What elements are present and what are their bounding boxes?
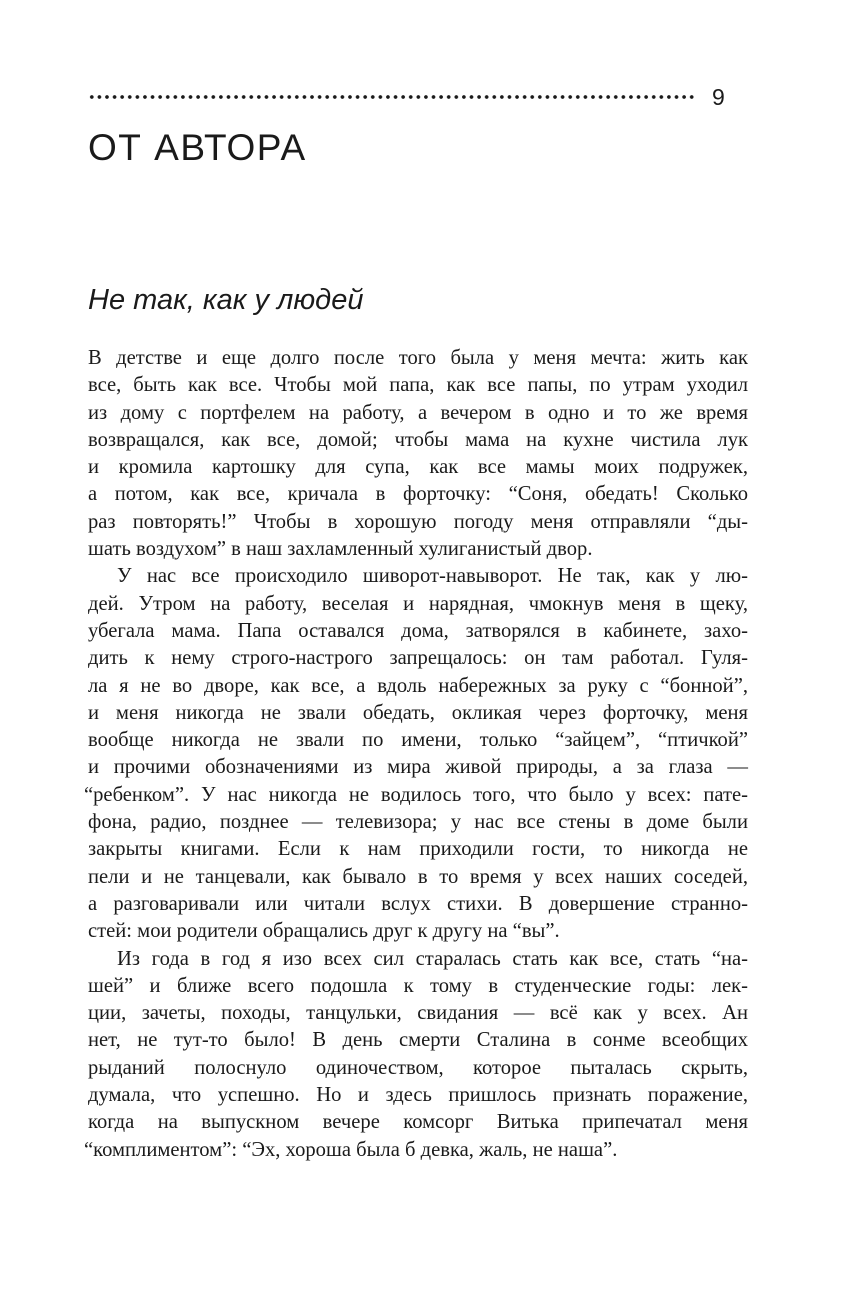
text-line: вообще никогда не звали по имени, только “зайцем”, “птичкой” bbox=[88, 729, 748, 752]
text-line: дей. Утром на работу, веселая и нарядная, чмокнув меня в щеку, bbox=[88, 592, 748, 615]
text-line: “комплиментом”: “Эх, хороша была б девка, жаль, не наша”. bbox=[84, 1138, 618, 1161]
text-line: из дому с портфелем на работу, а вечером в одно и то же время bbox=[88, 401, 748, 424]
text-line: шать воздухом” в наш захламленный хулиганистый двор. bbox=[88, 538, 593, 561]
section-title: Не так, как у людей bbox=[88, 284, 364, 316]
body-text bbox=[84, 345, 748, 1164]
text-line: и меня никогда не звали обедать, окликая через форточку, меня bbox=[88, 701, 748, 724]
text-line: рыданий полоснуло одиночеством, которое пыталась скрыть, bbox=[88, 1056, 748, 1079]
text-line: пели и не танцевали, как бывало в то время у всех наших соседей, bbox=[88, 865, 748, 888]
text-line: закрыты книгами. Если к нам приходили гости, то никогда не bbox=[88, 838, 748, 861]
text-line: раз повторять!” Чтобы в хорошую погоду меня отправляли “ды- bbox=[88, 510, 748, 533]
text-line: фона, радио, позднее — телевизора; у нас все стены в доме были bbox=[88, 811, 748, 834]
text-line: когда на выпускном вечере комсорг Витька припечатал меня bbox=[88, 1111, 748, 1134]
text-line: У нас все происходило шиворот-навыворот. Не так, как у лю- bbox=[117, 565, 748, 588]
text-line: ла я не во дворе, как все, а вдоль набережных за руку с “бонной”, bbox=[88, 674, 748, 697]
text-line: шей” и ближе всего подошла к тому в студенческие годы: лек- bbox=[88, 974, 748, 997]
text-line: думала, что успешно. Но и здесь пришлось признать поражение, bbox=[88, 1084, 748, 1107]
text-line: возвращался, как все, домой; чтобы мама на кухне чистила лук bbox=[88, 428, 748, 451]
text-line: а потом, как все, кричала в форточку: “Соня, обедать! Сколько bbox=[88, 483, 748, 506]
chapter-title: ОТ АВТОРА bbox=[88, 127, 307, 168]
text-line: В детстве и еще долго после того была у меня мечта: жить как bbox=[88, 347, 748, 369]
text-line: убегала мама. Папа оставался дома, затворялся в кабинете, захо- bbox=[88, 619, 748, 642]
text-line: стей: мои родители обращались друг к другу на “вы”. bbox=[88, 920, 560, 943]
text-line: а разговаривали или читали вслух стихи. В довершение странно- bbox=[88, 892, 748, 915]
text-line: все, быть как все. Чтобы мой папа, как все папы, по утрам уходил bbox=[88, 374, 748, 397]
dotted-rule bbox=[88, 94, 695, 100]
page-number: 9 bbox=[712, 84, 725, 110]
text-line: ции, зачеты, походы, танцульки, свидания — всё как у всех. Ан bbox=[88, 1002, 748, 1025]
text-line: и прочими обозначениями из мира живой природы, а за глаза — bbox=[88, 756, 748, 779]
text-line: дить к нему строго-настрого запрещалось: он там работал. Гуля- bbox=[88, 647, 748, 670]
text-line: “ребенком”. У нас никогда не водилось того, что было у всех: пате- bbox=[84, 783, 748, 806]
running-header bbox=[88, 84, 743, 110]
text-line: нет, не тут-то было! В день смерти Сталина в сонме всеобщих bbox=[88, 1029, 748, 1052]
text-line: Из года в год я изо всех сил старалась стать как все, стать “на- bbox=[117, 947, 748, 970]
text-line: и кромила картошку для супа, как все мамы моих подружек, bbox=[88, 456, 748, 479]
